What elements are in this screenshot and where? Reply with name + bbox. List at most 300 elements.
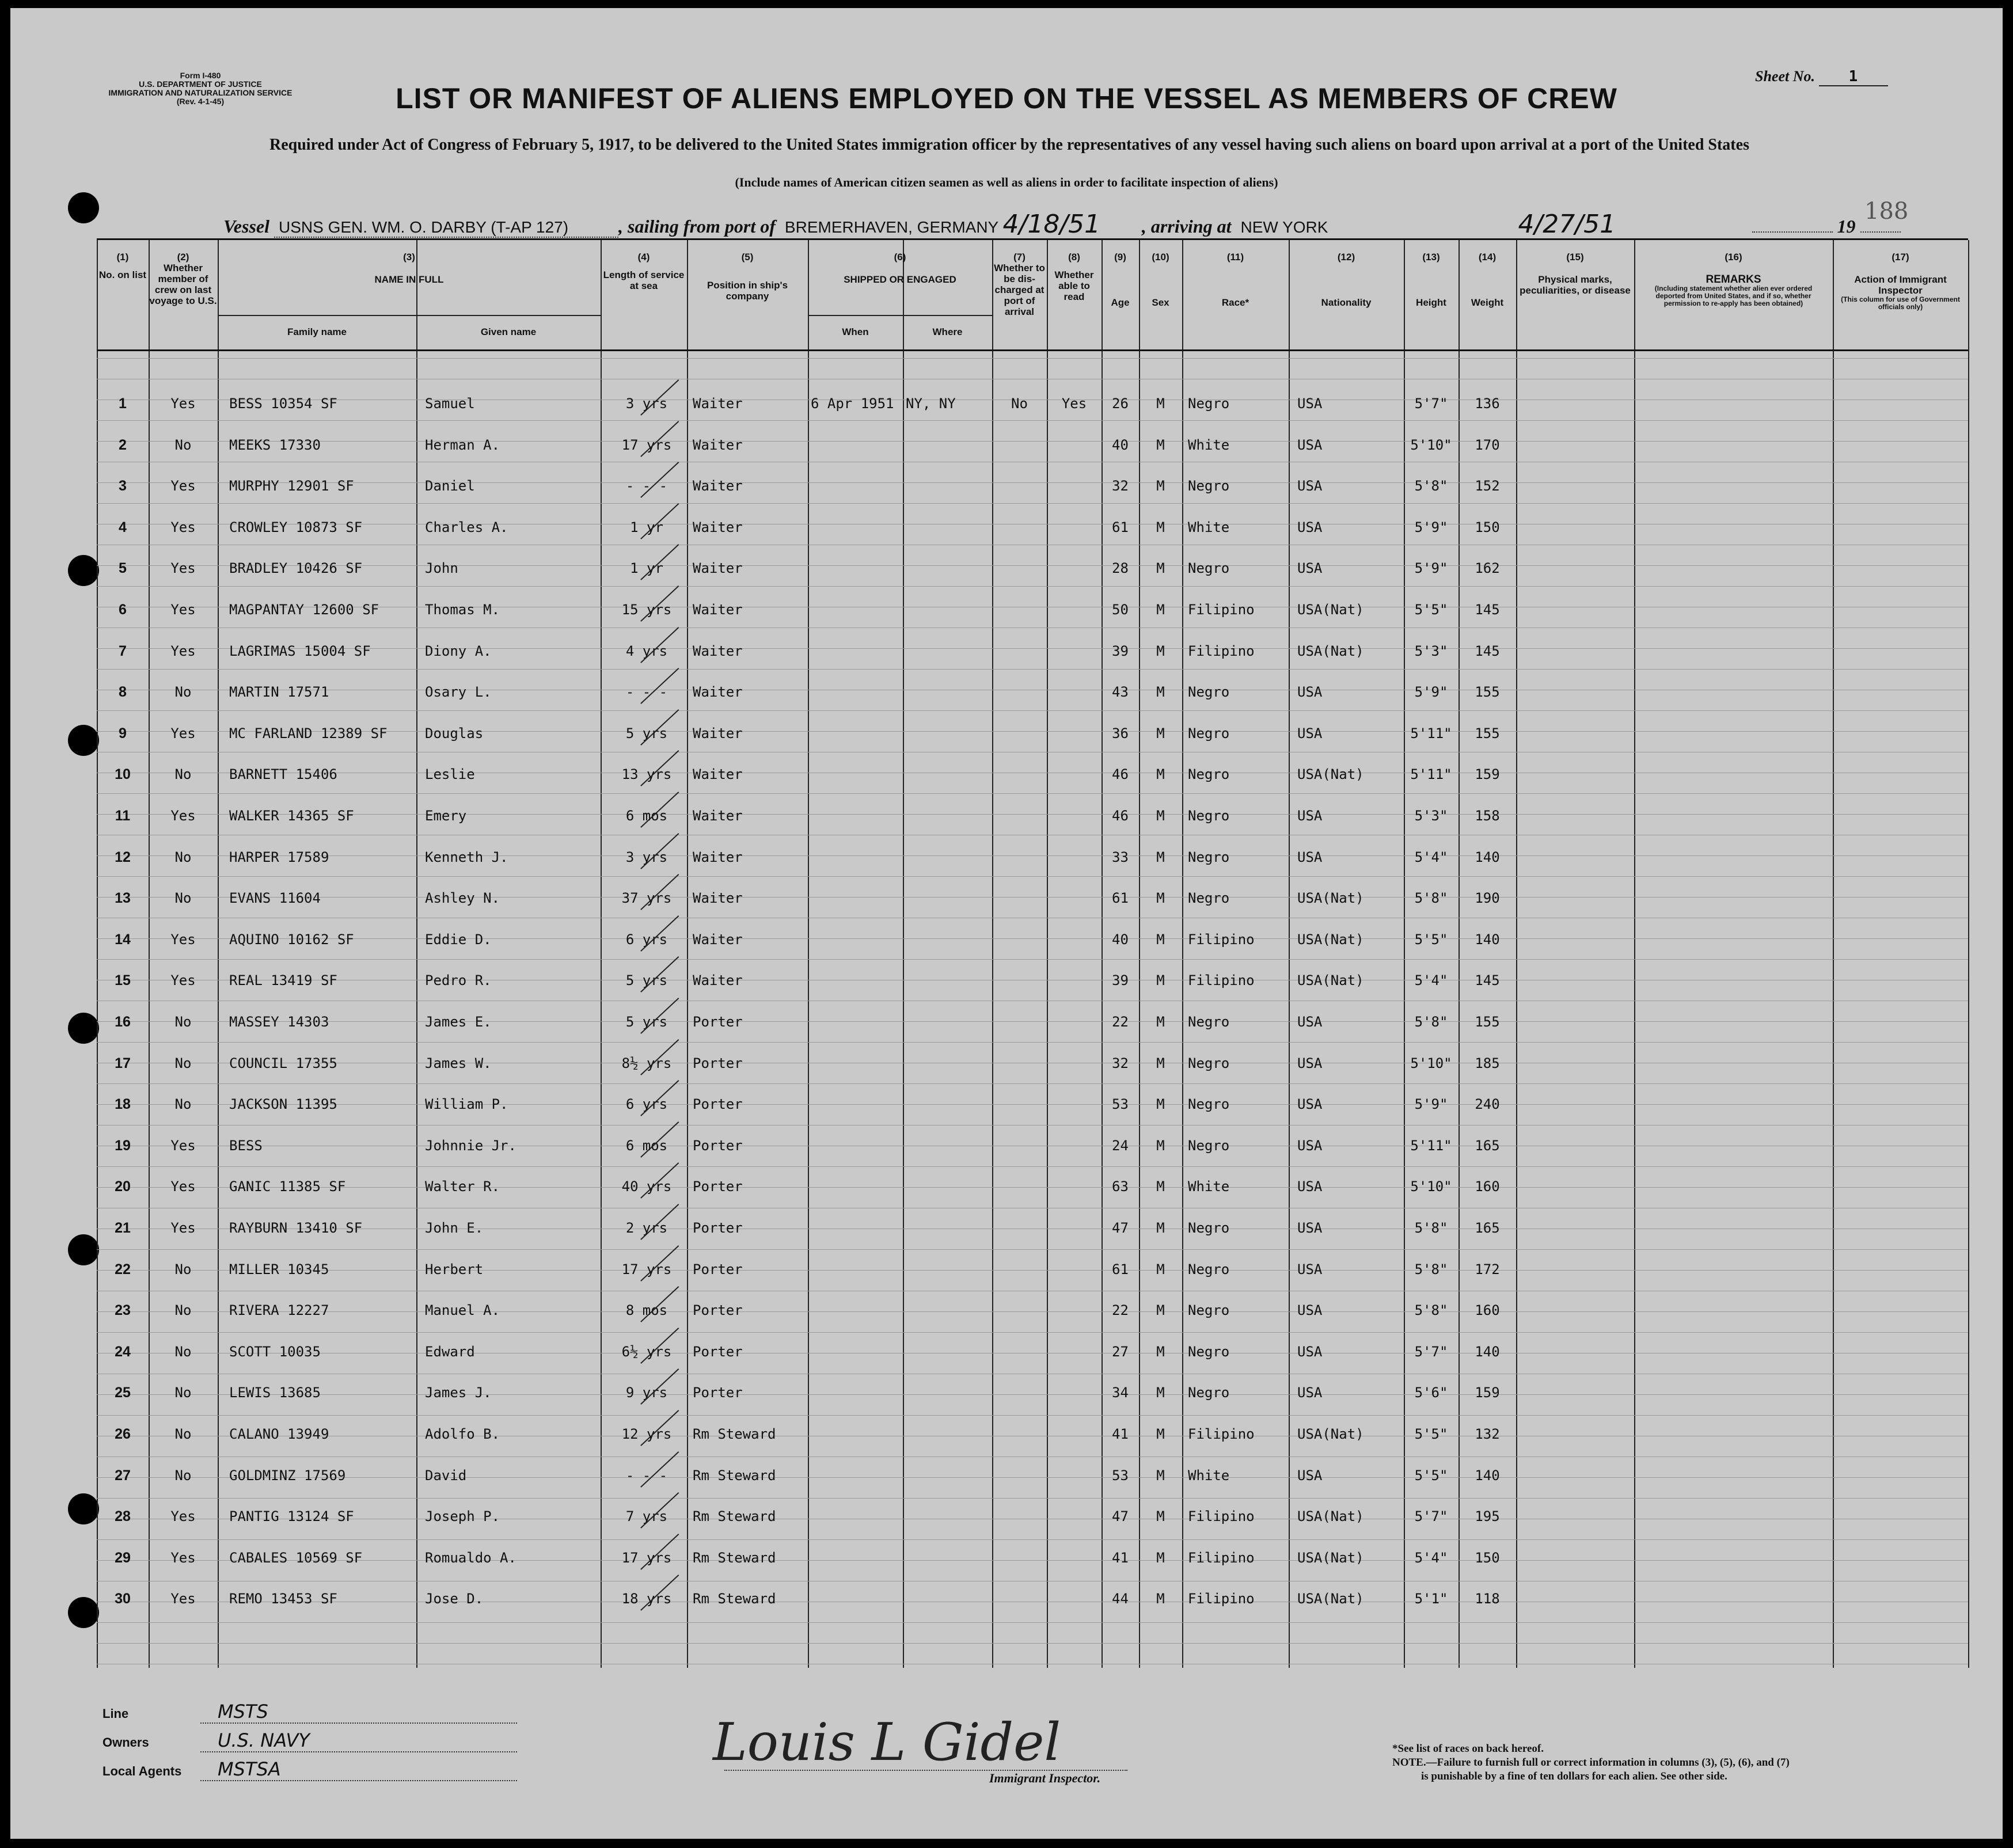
cell-position: Rm Steward	[693, 1508, 776, 1525]
cell-height: 5'9"	[1414, 684, 1448, 701]
cell-service: 40 yrs	[621, 1178, 672, 1195]
cell-height: 5'10"	[1410, 1055, 1452, 1071]
cell-family: BESS 10354 SF	[229, 396, 337, 412]
cell-family: EVANS 11604	[229, 890, 321, 907]
cell-race: Negro	[1188, 684, 1230, 701]
cell-race: White	[1188, 1467, 1230, 1484]
vessel-label: Vessel	[223, 216, 269, 237]
cell-service: - - -	[625, 684, 668, 701]
cell-position: Waiter	[693, 436, 743, 453]
cell-last: Yes	[170, 1178, 196, 1195]
cell-last: Yes	[170, 931, 196, 948]
cell-family: LAGRIMAS 15004 SF	[229, 642, 371, 659]
cell-race: Filipino	[1188, 642, 1255, 659]
punch-hole	[68, 555, 99, 586]
cell-height: 5'4"	[1414, 849, 1448, 865]
cell-weight: 165	[1475, 1137, 1500, 1154]
cell-race: Negro	[1188, 1343, 1230, 1360]
col-10-header: (10) Sex	[1152, 252, 1169, 308]
cell-family: CALANO 13949	[229, 1426, 329, 1442]
cell-service: 4 yrs	[625, 642, 668, 659]
port-from	[780, 210, 1142, 240]
cell-sex: M	[1156, 1220, 1165, 1236]
cell-nationality: USA(Nat)	[1297, 1426, 1364, 1442]
cell-weight: 136	[1475, 396, 1500, 412]
cell-sex: M	[1156, 519, 1165, 535]
cell-nationality: USA	[1297, 1137, 1323, 1154]
cell-position: Waiter	[693, 642, 743, 659]
page-subtitle: Required under Act of Congress of February 5, 1917, to be delivered to the United States immigration officer by the representatives of any vessel having such aliens on board upon arrival at a port of the United States	[269, 136, 1749, 154]
cell-nationality: USA	[1297, 1014, 1323, 1030]
cell-race: Negro	[1188, 808, 1230, 824]
col-4-header: (4) Length of service at sea	[603, 252, 685, 291]
cell-race: Negro	[1188, 1261, 1230, 1277]
cell-no: 30	[115, 1591, 131, 1607]
cell-height: 5'10"	[1410, 1178, 1452, 1195]
cell-last: No	[174, 766, 192, 783]
cell-no: 9	[119, 725, 127, 742]
cell-position: Waiter	[693, 890, 743, 907]
cell-sex: M	[1156, 1014, 1165, 1030]
cell-family: WALKER 14365 SF	[229, 808, 354, 824]
port-to	[1236, 210, 1748, 240]
cell-nationality: USA	[1297, 1055, 1323, 1071]
form-revision: (Rev. 4-1-45)	[176, 97, 225, 106]
cell-no: 27	[115, 1467, 131, 1484]
cell-family: BRADLEY 10426 SF	[229, 560, 363, 577]
cell-no: 20	[115, 1178, 131, 1195]
cell-last: No	[174, 849, 192, 865]
cell-family: COUNCIL 17355	[229, 1055, 337, 1071]
cell-family: BARNETT 15406	[229, 766, 337, 783]
cell-no: 4	[119, 519, 127, 535]
cell-age: 39	[1112, 642, 1129, 659]
cell-no: 14	[115, 931, 131, 948]
cell-position: Rm Steward	[693, 1549, 776, 1566]
cell-position: Waiter	[693, 560, 743, 577]
cell-sex: M	[1156, 1508, 1165, 1525]
cell-when: 6 Apr 1951	[811, 396, 894, 412]
cell-family: RAYBURN 13410 SF	[229, 1220, 363, 1236]
cell-service: - - -	[625, 478, 668, 495]
cell-service: 13 yrs	[621, 766, 672, 783]
cell-service: 3 yrs	[625, 396, 668, 412]
cell-height: 5'5"	[1414, 1467, 1448, 1484]
cell-sex: M	[1156, 1343, 1165, 1360]
cell-sex: M	[1156, 849, 1165, 865]
stamp-number: 188	[1864, 198, 1909, 225]
cell-given: Joseph P.	[425, 1508, 500, 1525]
cell-no: 21	[115, 1220, 131, 1236]
port-from-value: BREMERHAVEN, GERMANY	[784, 218, 998, 236]
cell-family: AQUINO 10162 SF	[229, 931, 354, 948]
cell-nationality: USA	[1297, 1261, 1323, 1277]
cell-last: Yes	[170, 972, 196, 989]
agents-label: Local Agents	[102, 1764, 182, 1778]
cell-family: REAL 13419 SF	[229, 972, 337, 989]
cell-nationality: USA	[1297, 725, 1323, 742]
cell-family: CABALES 10569 SF	[229, 1549, 363, 1566]
cell-race: Filipino	[1188, 1591, 1255, 1607]
agents-value: MSTSA	[200, 1758, 517, 1781]
cell-service: 37 yrs	[621, 890, 672, 907]
cell-race: Filipino	[1188, 1549, 1255, 1566]
cell-weight: 145	[1475, 602, 1500, 618]
cell-nationality: USA(Nat)	[1297, 766, 1364, 783]
cell-no: 25	[115, 1385, 131, 1401]
cell-no: 12	[115, 849, 131, 865]
sheet-number-value: 1	[1819, 68, 1888, 86]
cell-given: David	[425, 1467, 467, 1484]
cell-position: Waiter	[693, 931, 743, 948]
cell-family: GOLDMINZ 17569	[229, 1467, 346, 1484]
cell-last: Yes	[170, 642, 196, 659]
cell-read: Yes	[1061, 396, 1087, 412]
col-6-when-header: When	[842, 326, 869, 337]
cell-nationality: USA	[1297, 1302, 1323, 1319]
cell-family: JACKSON 11395	[229, 1096, 337, 1113]
cell-age: 41	[1112, 1426, 1129, 1442]
owners-field	[102, 1729, 517, 1752]
cell-nationality: USA(Nat)	[1297, 890, 1364, 907]
port-to-value: NEW YORK	[1240, 218, 1328, 236]
cell-sex: M	[1156, 931, 1165, 948]
cell-height: 5'8"	[1414, 890, 1448, 907]
cell-service: 12 yrs	[621, 1426, 672, 1442]
signature-caption: Immigrant Inspector.	[989, 1771, 1101, 1785]
sheet-number-label: Sheet No.	[1755, 68, 1815, 85]
cell-given: Edward	[425, 1343, 475, 1360]
cell-height: 5'5"	[1414, 1426, 1448, 1442]
cell-age: 40	[1112, 931, 1129, 948]
page-title: LIST OR MANIFEST OF ALIENS EMPLOYED ON THE VESSEL AS MEMBERS OF CREW	[396, 82, 1617, 115]
cell-nationality: USA(Nat)	[1297, 1549, 1364, 1566]
cell-race: White	[1188, 436, 1230, 453]
cell-age: 61	[1112, 890, 1129, 907]
page-subtitle-note: (Include names of American citizen seamen as well as aliens in order to facilitate inspection of aliens)	[735, 175, 1278, 189]
cell-race: Filipino	[1188, 1508, 1255, 1525]
cell-weight: 155	[1475, 1014, 1500, 1030]
cell-last: Yes	[170, 1591, 196, 1607]
cell-height: 5'7"	[1414, 396, 1448, 412]
col-15-header: (15) Physical marks, peculiarities, or disease	[1520, 252, 1631, 296]
col-13-header: (13) Height	[1416, 252, 1446, 308]
cell-given: Jose D.	[425, 1591, 484, 1607]
form-department: U.S. DEPARTMENT OF JUSTICE	[139, 79, 262, 89]
cell-service: 8½ yrs	[621, 1055, 672, 1071]
cell-age: 32	[1112, 478, 1129, 495]
cell-given: Emery	[425, 808, 467, 824]
cell-weight: 159	[1475, 1385, 1500, 1401]
cell-last: No	[174, 890, 192, 907]
cell-given: Herbert	[425, 1261, 484, 1277]
cell-last: No	[174, 1467, 192, 1484]
cell-race: Negro	[1188, 1014, 1230, 1030]
cell-last: No	[174, 1302, 192, 1319]
cell-race: Filipino	[1188, 602, 1255, 618]
cell-weight: 185	[1475, 1055, 1500, 1071]
cell-weight: 155	[1475, 684, 1500, 701]
cell-sex: M	[1156, 478, 1165, 495]
cell-family: MAGPANTAY 12600 SF	[229, 602, 379, 618]
cell-weight: 170	[1475, 436, 1500, 453]
cell-nationality: USA(Nat)	[1297, 602, 1364, 618]
cell-position: Waiter	[693, 396, 743, 412]
col-14-header: (14) Weight	[1471, 252, 1504, 308]
cell-age: 53	[1112, 1096, 1129, 1113]
footnote-penalty-cont: is punishable by a fine of ten dollars for each alien. See other side.	[1421, 1770, 1727, 1782]
punch-hole	[68, 192, 99, 223]
punch-hole	[68, 1234, 99, 1265]
cell-where: NY, NY	[906, 396, 956, 412]
cell-nationality: USA	[1297, 1385, 1323, 1401]
cell-given: Thomas M.	[425, 602, 500, 618]
cell-sex: M	[1156, 725, 1165, 742]
cell-last: Yes	[170, 560, 196, 577]
punch-hole	[68, 1013, 99, 1044]
cell-height: 5'1"	[1414, 1591, 1448, 1607]
cell-weight: 118	[1475, 1591, 1500, 1607]
cell-no: 18	[115, 1096, 131, 1113]
inspector-signature: Louis L Gidel	[713, 1712, 1061, 1773]
cell-race: Negro	[1188, 1137, 1230, 1154]
cell-age: 40	[1112, 436, 1129, 453]
cell-weight: 159	[1475, 766, 1500, 783]
cell-age: 43	[1112, 684, 1129, 701]
cell-weight: 158	[1475, 808, 1500, 824]
cell-given: Walter R.	[425, 1178, 500, 1195]
cell-weight: 140	[1475, 1467, 1500, 1484]
line-label: Line	[102, 1706, 129, 1721]
cell-sex: M	[1156, 1096, 1165, 1113]
cell-sex: M	[1156, 1302, 1165, 1319]
cell-position: Porter	[693, 1055, 743, 1071]
cell-last: No	[174, 1014, 192, 1030]
col-17-header: (17) Action of Immigrant Inspector (This column for use of Government officials only)	[1841, 252, 1960, 311]
col-8-header: (8) Whether able to read	[1054, 252, 1094, 302]
footnote-penalty: NOTE.—Failure to furnish full or correct information in columns (3), (5), (6), and (7)	[1392, 1756, 1790, 1769]
cell-weight: 140	[1475, 931, 1500, 948]
cell-given: John E.	[425, 1220, 484, 1236]
cell-race: Negro	[1188, 396, 1230, 412]
cell-position: Porter	[693, 1096, 743, 1113]
col-16-header: (16) REMARKS (Including statement whether alien ever ordered deported from United States, and if so, whether permission to re-apply has been obtained)	[1654, 252, 1813, 307]
cell-weight: 140	[1475, 849, 1500, 865]
cell-given: Adolfo B.	[425, 1426, 500, 1442]
cell-no: 23	[115, 1302, 131, 1319]
cell-race: Negro	[1188, 560, 1230, 577]
cell-nationality: USA	[1297, 519, 1323, 535]
cell-race: Negro	[1188, 849, 1230, 865]
cell-position: Porter	[693, 1261, 743, 1277]
col-5-header: (5) Position in ship's company	[707, 252, 788, 302]
cell-age: 33	[1112, 849, 1129, 865]
cell-service: 6 yrs	[625, 931, 668, 948]
cell-nationality: USA(Nat)	[1297, 642, 1364, 659]
cell-no: 17	[115, 1055, 131, 1071]
cell-nationality: USA	[1297, 684, 1323, 701]
cell-no: 6	[119, 602, 127, 618]
cell-weight: 190	[1475, 890, 1500, 907]
cell-height: 5'10"	[1410, 436, 1452, 453]
cell-nationality: USA	[1297, 1343, 1323, 1360]
cell-service: 5 yrs	[625, 725, 668, 742]
cell-sex: M	[1156, 972, 1165, 989]
col-9-header: (9) Age	[1111, 252, 1130, 308]
line-field	[102, 1701, 517, 1724]
col-3-family-header: Family name	[287, 326, 347, 337]
cell-age: 46	[1112, 766, 1129, 783]
cell-position: Porter	[693, 1343, 743, 1360]
cell-family: MC FARLAND 12389 SF	[229, 725, 388, 742]
cell-age: 24	[1112, 1137, 1129, 1154]
col-6-where-header: Where	[932, 326, 963, 337]
cell-height: 5'11"	[1410, 725, 1452, 742]
cell-height: 5'8"	[1414, 1014, 1448, 1030]
cell-sex: M	[1156, 1385, 1165, 1401]
cell-age: 61	[1112, 519, 1129, 535]
cell-height: 5'8"	[1414, 478, 1448, 495]
form-service: IMMIGRATION AND NATURALIZATION SERVICE	[108, 88, 293, 97]
cell-race: Negro	[1188, 478, 1230, 495]
cell-race: Negro	[1188, 766, 1230, 783]
cell-no: 1	[119, 396, 127, 412]
cell-race: Filipino	[1188, 1426, 1255, 1442]
cell-service: 5 yrs	[625, 1014, 668, 1030]
cell-nationality: USA	[1297, 808, 1323, 824]
cell-weight: 172	[1475, 1261, 1500, 1277]
cell-position: Porter	[693, 1385, 743, 1401]
cell-service: 1 yr	[630, 560, 663, 577]
cell-given: Douglas	[425, 725, 484, 742]
cell-sex: M	[1156, 560, 1165, 577]
cell-height: 5'3"	[1414, 808, 1448, 824]
cell-last: Yes	[170, 396, 196, 412]
cell-service: 8 mos	[625, 1302, 668, 1319]
cell-race: Negro	[1188, 890, 1230, 907]
cell-race: White	[1188, 519, 1230, 535]
cell-given: Ashley N.	[425, 890, 500, 907]
cell-weight: 152	[1475, 478, 1500, 495]
cell-last: Yes	[170, 1220, 196, 1236]
cell-family: BESS	[229, 1137, 263, 1154]
form-number: Form I-480	[180, 71, 221, 80]
cell-weight: 240	[1475, 1096, 1500, 1113]
cell-given: Leslie	[425, 766, 475, 783]
cell-nationality: USA	[1297, 1096, 1323, 1113]
cell-last: Yes	[170, 1137, 196, 1154]
cell-family: CROWLEY 10873 SF	[229, 519, 363, 535]
cell-no: 16	[115, 1014, 131, 1030]
cell-family: MILLER 10345	[229, 1261, 329, 1277]
col-1-header: (1) No. on list	[98, 252, 147, 280]
cell-height: 5'6"	[1414, 1385, 1448, 1401]
col-3-header: (3) NAME IN FULL	[374, 252, 444, 285]
cell-nationality: USA	[1297, 1220, 1323, 1236]
cell-nationality: USA	[1297, 1467, 1323, 1484]
cell-sex: M	[1156, 1055, 1165, 1071]
cell-position: Waiter	[693, 808, 743, 824]
cell-service: 18 yrs	[621, 1591, 672, 1607]
cell-sex: M	[1156, 436, 1165, 453]
cell-service: 17 yrs	[621, 1549, 672, 1566]
cell-nationality: USA	[1297, 436, 1323, 453]
voyage-line	[223, 210, 1901, 240]
vessel-name: USNS GEN. WM. O. DARBY (T-AP 127)	[274, 218, 618, 238]
cell-age: 47	[1112, 1508, 1129, 1525]
cell-weight: 160	[1475, 1178, 1500, 1195]
cell-family: SCOTT 10035	[229, 1343, 321, 1360]
cell-position: Rm Steward	[693, 1591, 776, 1607]
cell-nationality: USA	[1297, 478, 1323, 495]
line-value: MSTS	[200, 1701, 517, 1724]
cell-weight: 140	[1475, 1343, 1500, 1360]
cell-sex: M	[1156, 642, 1165, 659]
cell-weight: 160	[1475, 1302, 1500, 1319]
cell-last: No	[174, 1261, 192, 1277]
cell-position: Rm Steward	[693, 1467, 776, 1484]
cell-age: 27	[1112, 1343, 1129, 1360]
col-2-header: (2) Whether member of crew on last voyage to U.S.	[149, 252, 217, 306]
cell-no: 29	[115, 1549, 131, 1566]
cell-age: 28	[1112, 560, 1129, 577]
cell-race: Negro	[1188, 1302, 1230, 1319]
cell-no: 7	[119, 642, 127, 659]
cell-service: 6 mos	[625, 1137, 668, 1154]
cell-sex: M	[1156, 602, 1165, 618]
cell-family: MARTIN 17571	[229, 684, 329, 701]
cell-sex: M	[1156, 766, 1165, 783]
cell-nationality: USA	[1297, 560, 1323, 577]
cell-last: No	[174, 1426, 192, 1442]
cell-sex: M	[1156, 1467, 1165, 1484]
cell-age: 36	[1112, 725, 1129, 742]
footnote	[1392, 1742, 1790, 1784]
cell-service: - - -	[625, 1467, 668, 1484]
cell-last: Yes	[170, 519, 196, 535]
cell-weight: 145	[1475, 642, 1500, 659]
cell-last: Yes	[170, 1549, 196, 1566]
cell-given: Manuel A.	[425, 1302, 500, 1319]
cell-no: 13	[115, 890, 131, 907]
cell-family: MASSEY 14303	[229, 1014, 329, 1030]
cell-age: 26	[1112, 396, 1129, 412]
cell-height: 5'8"	[1414, 1220, 1448, 1236]
cell-service: 5 yrs	[625, 972, 668, 989]
cell-position: Waiter	[693, 972, 743, 989]
cell-no: 15	[115, 972, 131, 989]
cell-weight: 150	[1475, 519, 1500, 535]
cell-sex: M	[1156, 808, 1165, 824]
col-6-header: (6) SHIPPED OR ENGAGED	[844, 252, 956, 285]
arriving-label: , arriving at	[1141, 216, 1232, 237]
cell-position: Porter	[693, 1302, 743, 1319]
cell-given: Daniel	[425, 478, 475, 495]
cell-position: Porter	[693, 1137, 743, 1154]
cell-family: HARPER 17589	[229, 849, 329, 865]
cell-no: 22	[115, 1261, 131, 1277]
cell-family: MEEKS 17330	[229, 436, 321, 453]
cell-service: 17 yrs	[621, 436, 672, 453]
cell-last: Yes	[170, 808, 196, 824]
cell-no: 2	[119, 436, 127, 453]
punch-hole	[68, 1493, 99, 1524]
cell-given: William P.	[425, 1096, 508, 1113]
cell-last: Yes	[170, 602, 196, 618]
cell-age: 32	[1112, 1055, 1129, 1071]
cell-family: PANTIG 13124 SF	[229, 1508, 354, 1525]
cell-no: 5	[119, 560, 127, 577]
